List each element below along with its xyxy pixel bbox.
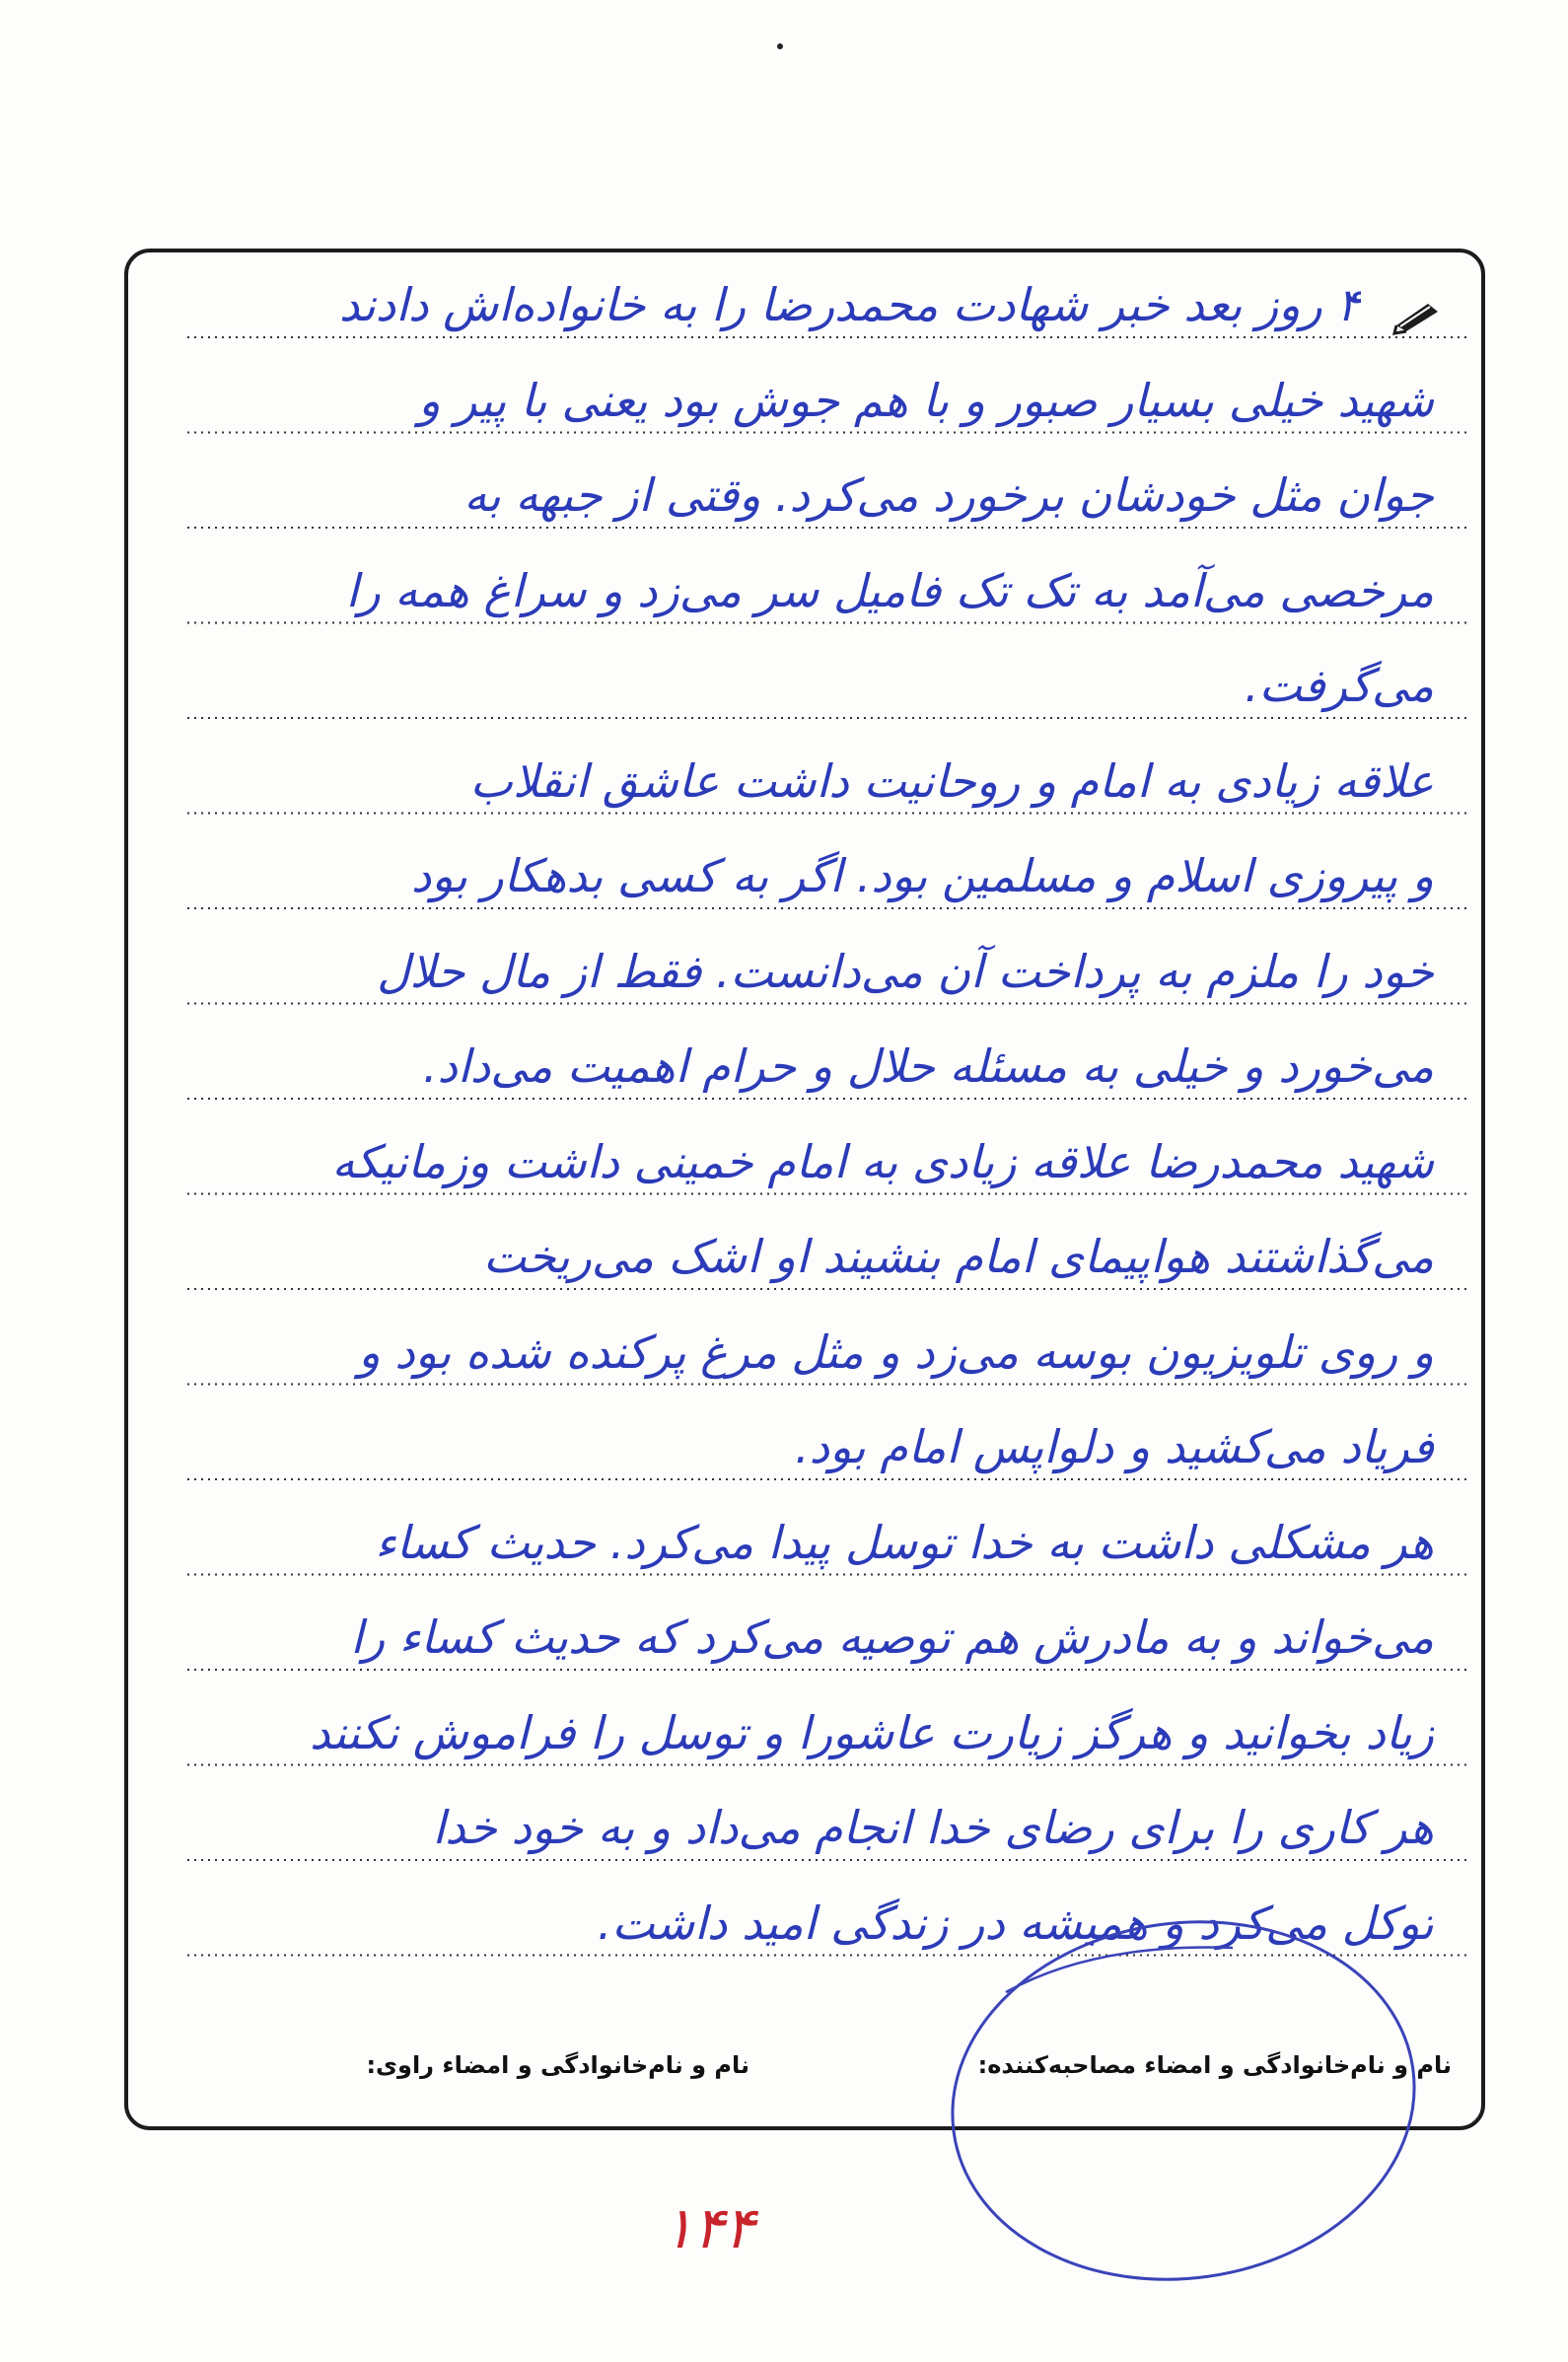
handwritten-line: و روی تلویزیون بوسه می‌زد و مثل مرغ پرکنده شده بود و <box>358 1324 1434 1379</box>
handwritten-line: جوان مثل خودشان برخورد می‌کرد. وقتی از جبهه به <box>463 468 1434 522</box>
handwritten-line: هر مشکلی داشت به خدا توسل پیدا می‌کرد. حدیث کساء <box>375 1515 1434 1569</box>
narrator-signature-label: نام و نام‌خانوادگی و امضاء راوی: <box>366 2051 749 2079</box>
handwritten-line: می‌خورد و خیلی به مسئله حلال و حرام اهمیت می‌داد. <box>422 1039 1434 1093</box>
handwritten-line: می‌خواند و به مادرش هم توصیه می‌کرد که حدیث کساء را <box>350 1610 1434 1664</box>
handwritten-line: شهید محمدرضا علاقه زیادی به امام خمینی داشت وزمانیکه <box>331 1134 1434 1188</box>
handwritten-line: ۴ روز بعد خبر شهادت محمدرضا را به خانواده‌اش دادند <box>338 278 1361 331</box>
handwritten-line: علاقه زیادی به امام و روحانیت داشت عاشق انقلاب <box>469 753 1434 808</box>
page-number: ۱۴۴ <box>663 2194 755 2261</box>
handwritten-line: مرخصی می‌آمد به تک تک فامیل سر می‌زد و سراغ همه را <box>345 563 1434 617</box>
handwritten-line: می‌گرفت. <box>1244 659 1434 712</box>
handwritten-line: شهید خیلی بسیار صبور و با هم جوش بود یعنی با پیر و <box>418 373 1434 427</box>
handwritten-line: زیاد بخوانید و هرگز زیارت عاشورا و توسل را فراموش نکنند <box>309 1705 1434 1759</box>
handwritten-line: هر کاری را برای رضای خدا انجام می‌داد و به خود خدا <box>432 1801 1434 1854</box>
handwritten-line: و پیروزی اسلام و مسلمین بود. اگر به کسی بدهکار بود <box>410 849 1434 902</box>
handwritten-line: می‌گذاشتند هواپیمای امام بنشیند او اشک می‌ریخت <box>483 1230 1434 1283</box>
handwritten-line: خود را ملزم به پرداخت آن می‌دانست. فقط از مال حلال <box>377 944 1434 998</box>
signature-scribble <box>937 1903 1430 2298</box>
pencil-icon <box>1392 296 1444 335</box>
handwritten-line: فریاد می‌کشید و دلواپس امام بود. <box>794 1420 1434 1473</box>
handwritten-line: توکل می‌کرد و همیشه در زندگی امید داشت. <box>597 1896 1434 1950</box>
interviewer-signature-label: نام و نام‌خانوادگی و امضاء مصاحبه‌کننده: <box>977 2051 1452 2079</box>
